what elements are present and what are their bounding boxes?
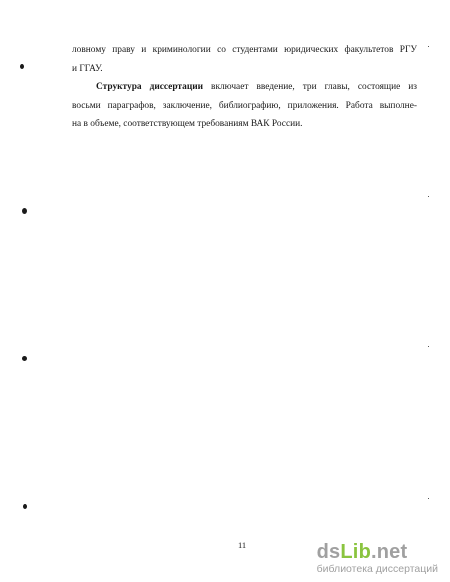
scan-mark-1	[20, 64, 24, 69]
edge-mark-4	[428, 498, 429, 499]
dslib-logo	[317, 542, 438, 562]
dslib-watermark	[317, 542, 438, 576]
structure-heading: Структура диссертации	[96, 82, 204, 92]
body-line-1: ловному праву и криминологии со студентами юридических факультетов РГУ	[72, 45, 417, 55]
structure-paragraph-line-1	[72, 78, 417, 97]
edge-mark-1	[428, 46, 429, 47]
scan-mark-3	[22, 356, 27, 361]
scan-mark-2	[22, 208, 27, 214]
structure-paragraph-line-3: на в объеме, соответствующем требованиям ВАК России.	[72, 119, 303, 129]
structure-line-1-rest: включает введение, три главы, состоящие из	[203, 82, 418, 92]
edge-mark-2	[428, 196, 429, 197]
logo-net: .net	[370, 541, 408, 563]
structure-paragraph-line-2: восьми параграфов, заключение, библиографию, приложения. Работа выполне-	[72, 100, 417, 111]
logo-ds: ds	[316, 541, 341, 563]
edge-mark-3	[428, 346, 429, 347]
body-line-2: и ГГАУ.	[72, 63, 103, 74]
scan-mark-4	[23, 504, 27, 509]
dslib-subtitle: библиотека диссертаций	[316, 563, 438, 575]
document-body	[72, 41, 417, 134]
logo-lib: Lib	[340, 541, 371, 563]
page-number: 11	[238, 540, 247, 550]
